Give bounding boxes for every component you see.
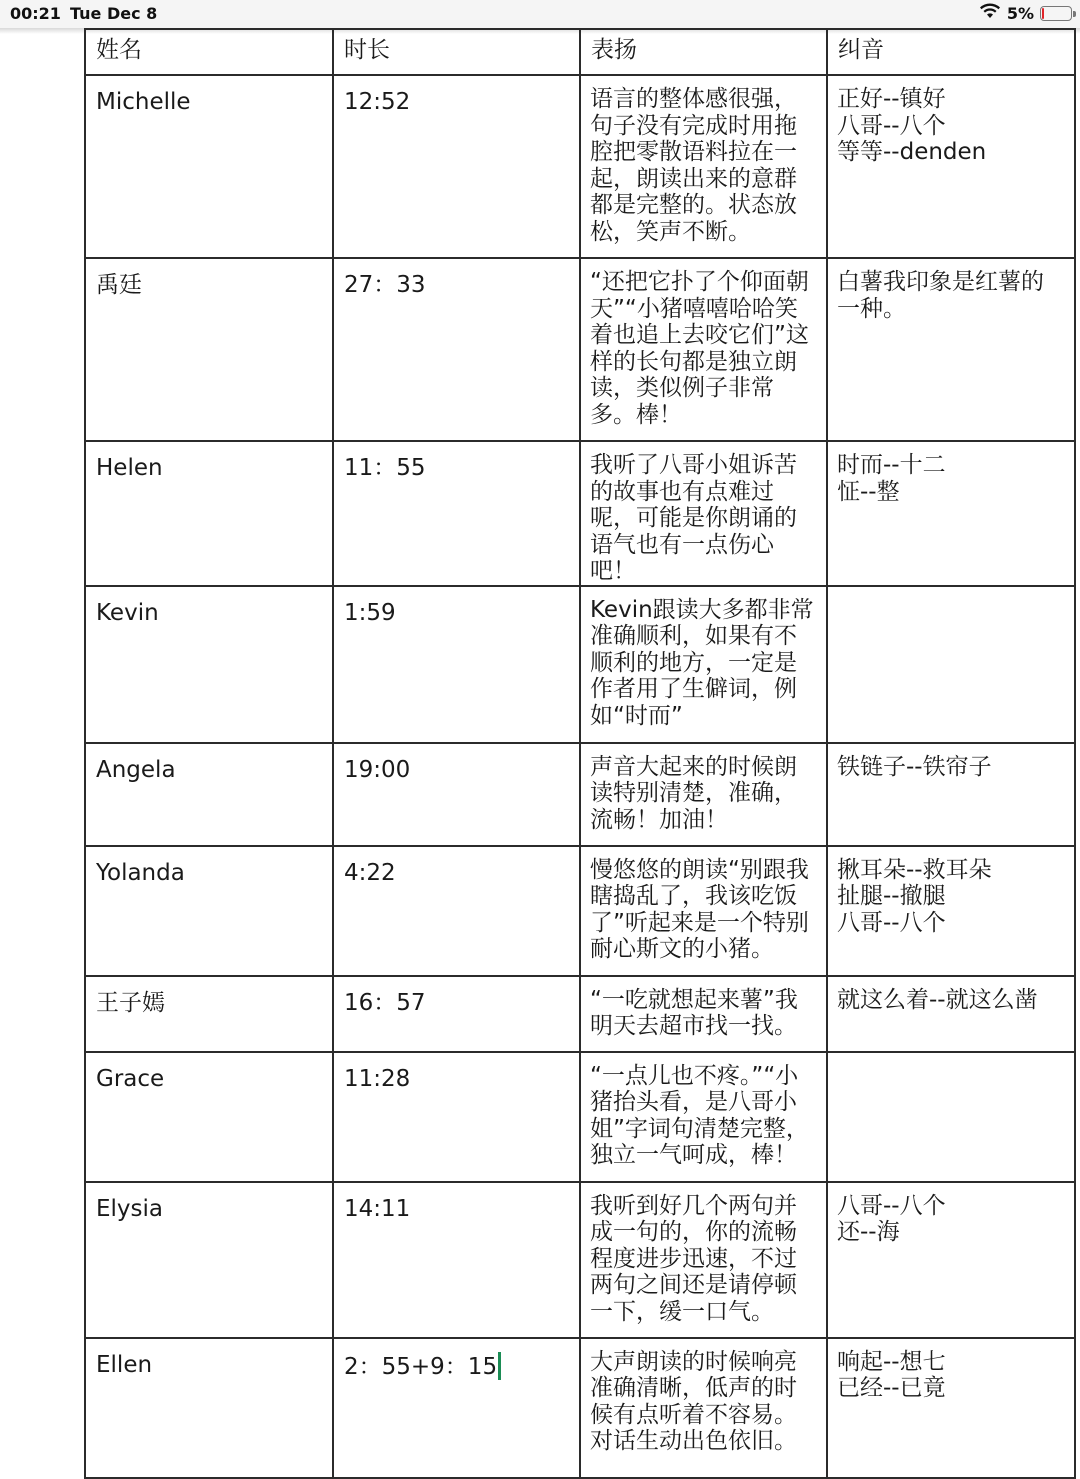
table-row [85, 258, 1075, 441]
cell-correction[interactable]: 正好--镇好 八哥--八个 等等--denden [827, 75, 1075, 258]
battery-percent: 5% [1006, 3, 1034, 23]
cell-correction[interactable]: 就这么着--就这么凿 [827, 976, 1075, 1052]
header-praise: 表扬 [580, 29, 827, 75]
cell-praise[interactable]: 声音大起来的时候朗读特别清楚，准确，流畅！加油！ [580, 743, 827, 846]
cell-name[interactable]: Elysia [85, 1182, 333, 1338]
cell-duration[interactable]: 12:52 [333, 75, 580, 258]
cell-name[interactable]: Kevin [85, 586, 333, 743]
cell-name[interactable]: Grace [85, 1052, 333, 1182]
cell-name[interactable]: Yolanda [85, 846, 333, 976]
battery-icon [1040, 6, 1072, 21]
cell-name[interactable]: 禹廷 [85, 258, 333, 441]
cell-correction[interactable]: 时而--十二 怔--整 [827, 441, 1075, 586]
cell-duration-text: 2：55+9：15 [344, 1353, 498, 1380]
battery-level-fill [1042, 8, 1044, 19]
cell-duration[interactable]: 16：57 [333, 976, 580, 1052]
cell-praise[interactable]: “还把它扑了个仰面朝天”“小猪嘻嘻哈哈笑着也追上去咬它们”这样的长句都是独立朗读，类似例子非常多。棒！ [580, 258, 827, 441]
cell-duration[interactable]: 1:59 [333, 586, 580, 743]
cell-name[interactable]: Helen [85, 441, 333, 586]
cell-correction[interactable]: 铁链子--铁帘子 [827, 743, 1075, 846]
cell-duration[interactable] [333, 1338, 580, 1478]
table-row [85, 976, 1075, 1052]
table-row [85, 441, 1075, 586]
wifi-icon [979, 3, 1001, 23]
status-bar [0, 0, 1080, 28]
cell-name[interactable]: Angela [85, 743, 333, 846]
header-correction: 纠音 [827, 29, 1075, 75]
text-cursor [498, 1352, 501, 1380]
cell-praise[interactable]: Kevin跟读大多都非常准确顺利，如果有不顺利的地方，一定是作者用了生僻词，例如“时而” [580, 586, 827, 743]
cell-duration[interactable]: 4:22 [333, 846, 580, 976]
header-duration: 时长 [333, 29, 580, 75]
cell-praise[interactable]: 我听到好几个两句并成一句的，你的流畅程度进步迅速，不过两句之间还是请停顿一下，缓一口气。 [580, 1182, 827, 1338]
cell-correction[interactable]: 八哥--八个 还--海 [827, 1182, 1075, 1338]
status-date: Tue Dec 8 [70, 4, 158, 23]
table-row [85, 1182, 1075, 1338]
cell-correction[interactable] [827, 1052, 1075, 1182]
table-row [85, 1052, 1075, 1182]
table-row [85, 1338, 1075, 1478]
cell-duration[interactable]: 27：33 [333, 258, 580, 441]
table-row [85, 846, 1075, 976]
cell-name[interactable]: Ellen [85, 1338, 333, 1478]
feedback-table [84, 28, 1076, 1479]
cell-praise[interactable]: 我听了八哥小姐诉苦的故事也有点难过呢，可能是你朗诵的语气也有一点伤心吧！ [580, 441, 827, 586]
cell-duration[interactable]: 19:00 [333, 743, 580, 846]
cell-name[interactable]: Michelle [85, 75, 333, 258]
cell-name[interactable]: 王子嫣 [85, 976, 333, 1052]
table-row [85, 743, 1075, 846]
cell-duration[interactable]: 11：55 [333, 441, 580, 586]
cell-correction[interactable]: 揪耳朵--救耳朵 扯腿--撤腿 八哥--八个 [827, 846, 1075, 976]
cell-praise[interactable]: “一吃就想起来薯”我明天去超市找一找。 [580, 976, 827, 1052]
cell-correction[interactable]: 白薯我印象是红薯的一种。 [827, 258, 1075, 441]
status-right-group [979, 3, 1072, 23]
cell-duration[interactable]: 14:11 [333, 1182, 580, 1338]
table-row [85, 75, 1075, 258]
cell-praise[interactable]: 慢悠悠的朗读“别跟我瞎捣乱了，我该吃饭了”听起来是一个特别耐心斯文的小猪。 [580, 846, 827, 976]
cell-correction[interactable]: 响起--想七 已经--已竟 [827, 1338, 1075, 1478]
table-header-row [85, 29, 1075, 75]
table-row [85, 586, 1075, 743]
cell-duration[interactable]: 11:28 [333, 1052, 580, 1182]
cell-praise[interactable]: “一点儿也不疼。”“小猪抬头看，是八哥小姐”字词句清楚完整，独立一气呵成，棒！ [580, 1052, 827, 1182]
cell-praise[interactable]: 语言的整体感很强，句子没有完成时用拖腔把零散语料拉在一起，朗读出来的意群都是完整的。状态放松，笑声不断。 [580, 75, 827, 258]
cell-praise[interactable]: 大声朗读的时候响亮准确清晰，低声的时候有点听着不容易。对话生动出色依旧。 [580, 1338, 827, 1478]
cell-correction[interactable] [827, 586, 1075, 743]
header-name: 姓名 [85, 29, 333, 75]
status-time: 00:21 [10, 4, 61, 23]
